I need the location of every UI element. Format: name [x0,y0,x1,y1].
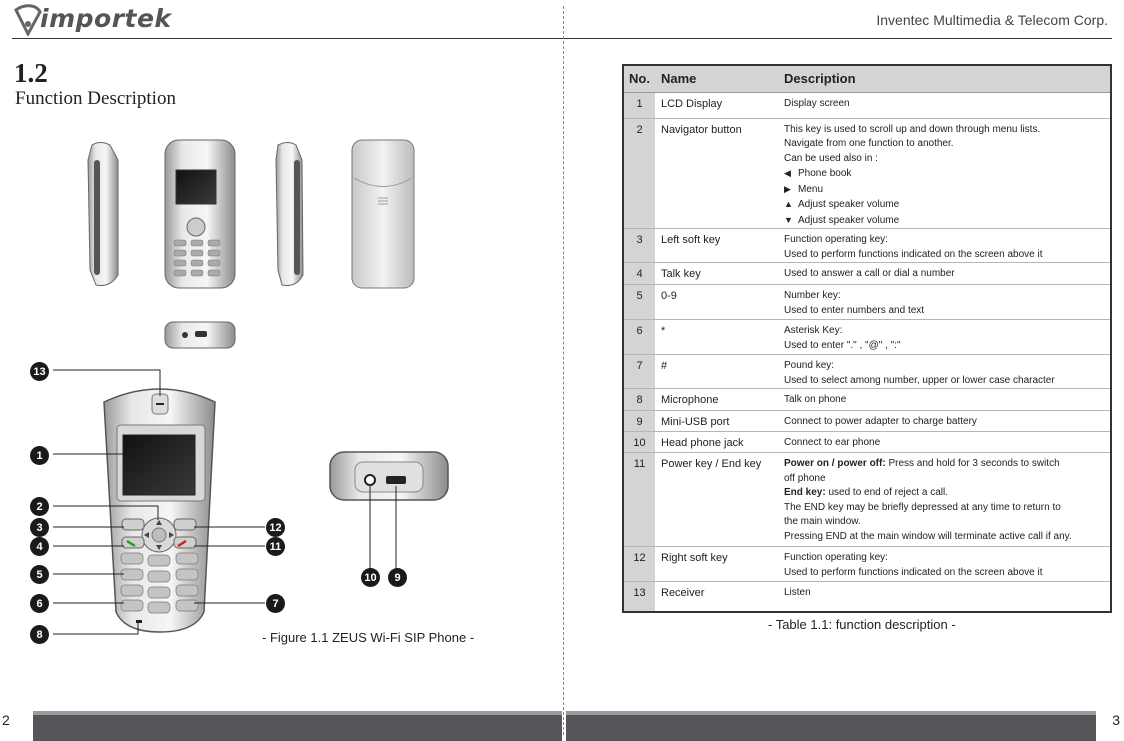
callout-13: 13 [30,362,49,381]
phone-front-view-small [165,140,235,288]
page-fold-line [563,6,564,735]
function-table [622,64,1112,613]
footer-bar-right [566,711,1096,741]
table-row: 1 LCD Display Display screen [623,92,1111,118]
table-row: 13 Receiver Listen [623,582,1111,612]
callout-10: 10 [361,568,380,587]
table-row: 9 Mini-USB port Connect to power adapter to charge battery [623,411,1111,432]
up-arrow-icon: ▲ [784,199,793,209]
callout-4: 4 [30,537,49,556]
table-row: 11 Power key / End key Power on / power off: Press and hold for 3 seconds to switch off phone End key: used to end of reject a call. The END key may be briefly depressed at any time to return to the main window. Pressing END at the main window will terminate active call if any. [623,453,1111,547]
callout-7: 7 [266,594,285,613]
logo-text: importek [40,4,172,33]
table-row: 5 0-9 Number key: Used to enter numbers and text [623,285,1111,320]
company-name: Inventec Multimedia & Telecom Corp. [876,12,1108,28]
footer-bar-left [33,711,562,741]
left-arrow-icon: ◀ [784,168,791,178]
callout-3: 3 [30,518,49,537]
page-number-left: 2 [2,712,10,728]
callout-2: 2 [30,497,49,516]
down-arrow-icon: ▼ [784,214,793,225]
callout-5: 5 [30,565,49,584]
table-header-row [623,65,1111,92]
phone-bottom-view-large [330,452,448,500]
phone-back-view [352,140,414,288]
phone-illustrations [0,0,560,660]
header-name: Name [655,65,778,92]
phone-front-view-large [104,389,215,632]
table-row: 2 Navigator button This key is used to scroll up and down through menu lists. Navigate from one function to another. Can be used also in : ◀ Phone book ▶ Menu ▲ Adjust speaker volume ▼ Adjust speaker volume [623,118,1111,229]
right-arrow-icon: ▶ [784,183,791,194]
callout-9: 9 [388,568,407,587]
table-row: 10 Head phone jack Connect to ear phone [623,432,1111,453]
section-number: 1.2 [14,58,48,88]
figure-caption: - Figure 1.1 ZEUS Wi-Fi SIP Phone - [262,630,475,645]
table-row: 8 Microphone Talk on phone [623,389,1111,411]
table-row: 12 Right soft key Function operating key: Used to perform functions indicated on the screen above it [623,547,1111,582]
header-description: Description [778,65,1111,92]
table-row: 3 Left soft key Function operating key: Used to perform functions indicated on the screen above it [623,229,1111,263]
section-title: Function Description [15,88,176,109]
callout-11: 11 [266,537,285,556]
callout-12: 12 [266,518,285,537]
callout-1: 1 [30,446,49,465]
table-row: 4 Talk key Used to answer a call or dial a number [623,263,1111,285]
callout-6: 6 [30,594,49,613]
phone-side-view-right [276,143,303,286]
header-no: No. [623,65,655,92]
table-caption: - Table 1.1: function description - [768,617,956,632]
page-number-right: 3 [1112,712,1120,728]
phone-bottom-view-small [165,322,235,348]
callout-8: 8 [30,625,49,644]
phone-side-view-left [88,143,118,286]
table-row: 7 # Pound key: Used to select among number, upper or lower case character [623,355,1111,389]
table-row: 6 * Asterisk Key: Used to enter "." , "@" , ":" [623,320,1111,355]
